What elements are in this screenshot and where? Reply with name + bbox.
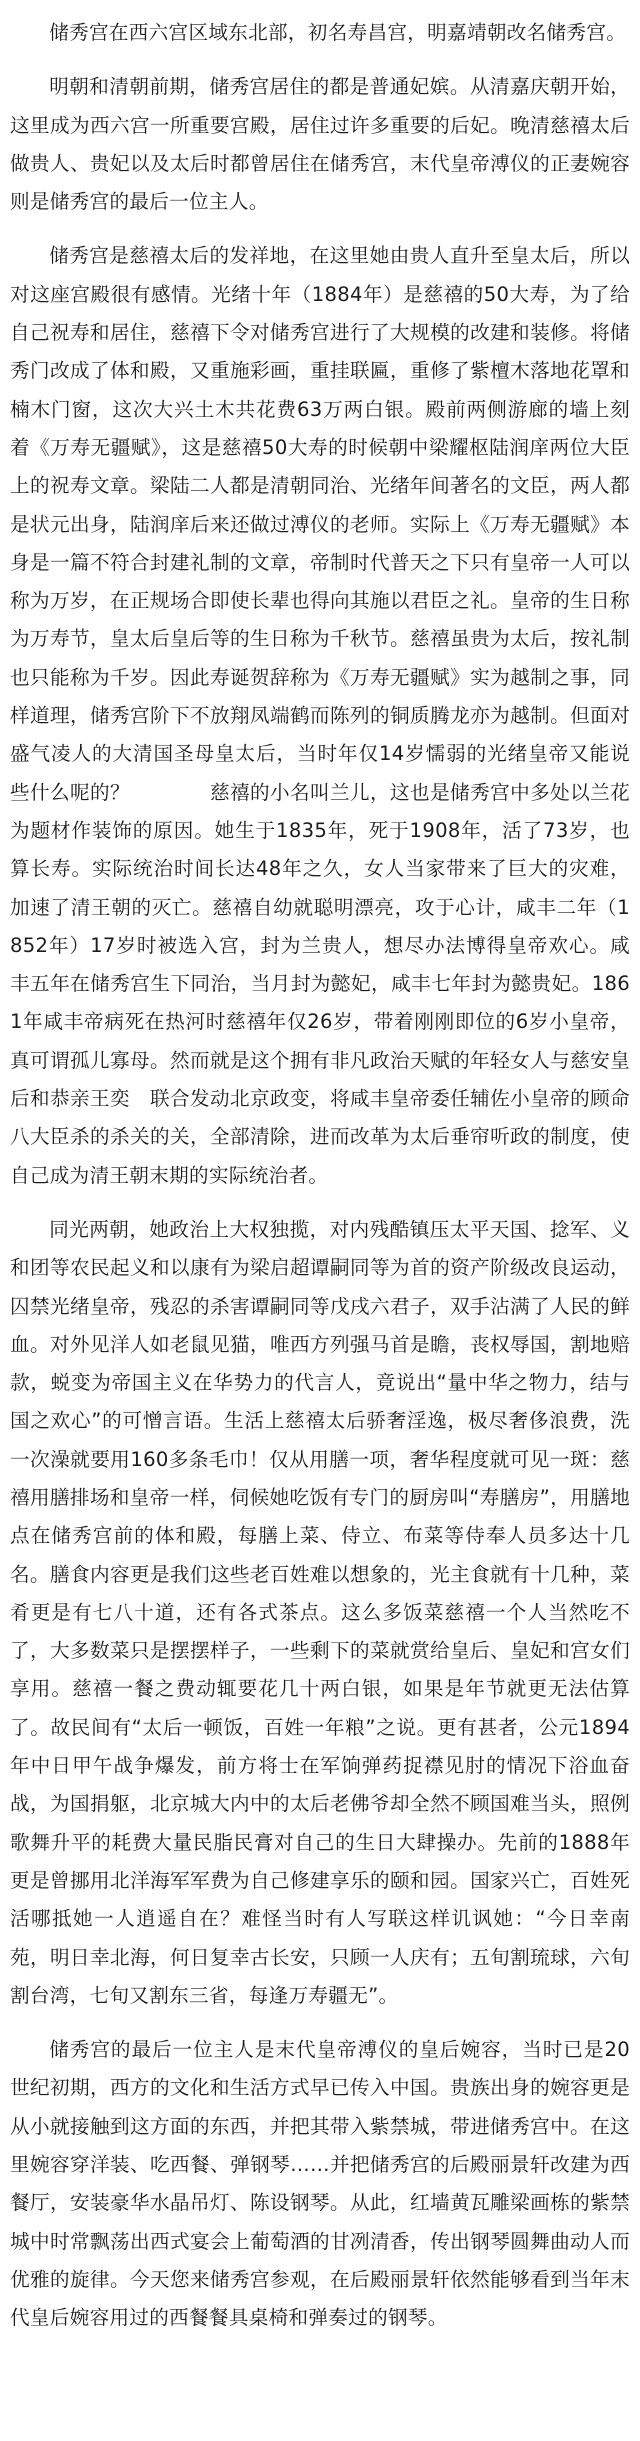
paragraph-intro: 储秀宫在西六宫区域东北部，初名寿昌宫，明嘉靖朝改名储秀宫。 [49,21,627,44]
paragraph-residents: 明朝和清朝前期，储秀宫居住的都是普通妃嫔。从清嘉庆朝开始，这里成为西六宫一所重要宫殿，居住过许多重要的后妃。晚清慈禧太后做贵人、贵妃以及太后时都曾居住在储秀宫，末代皇帝溥仪的正妻婉容则是储秀宫的最后一位主人。 [10,75,630,214]
paragraph-cixi-rule: 同光两朝，她政治上大权独揽，对内残酷镇压太平天国、捻军、义和团等农民起义和以康有为梁启超谭嗣同等为首的资产阶级改良运动，囚禁光绪皇帝，残忍的杀害谭嗣同等戊戌六君子，双手沾满了人民的鲜血。对外见洋人如老鼠见猫，唯西方列强马首是瞻，丧权辱国，割地赔款，蜕变为帝国主义在华势力的代言人，竟说出“量中华之物力，结与国之欢心”的可憎言语。生活上慈禧太后骄奢淫逸，极尽奢侈浪费，洗一次澡就要用160多条毛巾！仅从用膳一项，奢华程度就可见一斑：慈禧用膳排场和皇帝一样，伺候她吃饭有专门的厨房叫“寿膳房”，用膳地点在储秀宫前的体和殿，每膳上菜、侍立、布菜等侍奉人员多达十几名。膳食内容更是我们这些老百姓难以想象的，光主食就有十几种，菜肴更是有七八十道，还有各式茶点。这么多饭菜慈禧一个人当然吃不了，大多数菜只是摆摆样子，一些剩下的菜就赏给皇后、皇妃和宫女们享用。慈禧一餐之费动辄要花几十两白银，如果是年节就更无法估算了。故民间有“太后一顿饭，百姓一年粮”之说。更有甚者，公元1894年中日甲午战争爆发，前方将士在军饷弹药捉襟见肘的情况下浴血奋战，为国捐躯，北京城大内中的太后老佛爷却全然不顾国难当头，照例歌舞升平的耗费大量民脂民膏对自己的生日大肆操办。先前的1888年更是曾挪用北洋海军军费为自己修建享乐的颐和园。国家兴亡，百姓死活哪抵她一人逍遥自在？难怪当时有人写联这样讥讽她：“今日幸南苑，明日幸北海，何日复幸古长安，只顾一人庆有；五旬割琉球，六旬割台湾，七旬又割东三省，每逢万寿疆无”。 [10,1217,630,2007]
paragraph-wanrong: 储秀宫的最后一位主人是末代皇帝溥仪的皇后婉容，当时已是20世纪初期，西方的文化和生活方式早已传入中国。贵族出身的婉容更是从小就接触到这方面的东西，并把其带入紫禁城，带进储秀宫中。在这里婉容穿洋装、吃西餐、弹钢琴……并把储秀宫的后殿丽景轩改建为西餐厅，安装豪华水晶吊灯、陈设钢琴。从此，红墙黄瓦雕梁画栋的紫禁城中时常飘荡出西式宴会上葡萄酒的甘冽清香，传出钢琴圆舞曲动人而优雅的旋律。今天您来储秀宫参观，在后殿丽景轩依然能够看到当年末代皇后婉容用过的西餐餐具桌椅和弹奏过的钢琴。 [10,2038,630,2330]
paragraph-cixi-origin: 储秀宫是慈禧太后的发祥地，在这里她由贵人直升至皇太后，所以对这座宫殿很有感情。光绪十年（1884年）是慈禧的50大寿，为了给自己祝寿和居住，慈禧下令对储秀宫进行了大规模的改建和装修。将储秀门改成了体和殿，又重施彩画，重挂联匾，重修了紫檀木落地花罩和楠木门窗，这次大兴土木共花费63万两白银。殿前两侧游廊的墙上刻着《万寿无疆赋》，这是慈禧50大寿的时候朝中梁耀枢陆润庠两位大臣上的祝寿文章。梁陆二人都是清朝同治、光绪年间著名的文臣，两人都是状元出身，陆润庠后来还做过溥仪的老师。实际上《万寿无疆赋》本身是一篇不符合封建礼制的文章，帝制时代普天之下只有皇帝一人可以称为万岁，在正规场合即使长辈也得向其施以君臣之礼。皇帝的生日称为万寿节，皇太后皇后等的生日称为千秋节。慈禧虽贵为太后，按礼制也只能称为千岁。因此寿诞贺辞称为《万寿无疆赋》实为越制之事，同样道理，储秀宫阶下不放翔凤端鹤而陈列的铜质腾龙亦为越制。但面对盛气凌人的大清国圣母皇太后，当时年仅14岁懦弱的光绪皇帝又能说些什么呢的？ 慈禧的小名叫兰儿，这也是储秀宫中多处以兰花为题材作装饰的原因。她生于1835年，死于1908年，活了73岁，也算长寿。实际统治时间长达48年之久，女人当家带来了巨大的灾难，加速了清王朝的灭亡。慈禧自幼就聪明漂亮，攻于心计，咸丰二年（1852年）17岁时被选入宫，封为兰贵人，想尽办法博得皇帝欢心。咸丰五年在储秀宫生下同治，当月封为懿妃，咸丰七年封为懿贵妃。1861年咸丰帝病死在热河时慈禧年仅26岁，带着刚刚即位的6岁小皇帝，真可谓孤儿寡母。然而就是这个拥有非凡政治天赋的年轻女人与慈安皇后和恭亲王奕 联合发动北京政变，将咸丰皇帝委任辅佐小皇帝的顾命八大臣杀的杀关的关，全部清除，进而改革为太后垂帘听政的制度，使自己成为清王朝末期的实际统治者。 [10,244,630,1187]
